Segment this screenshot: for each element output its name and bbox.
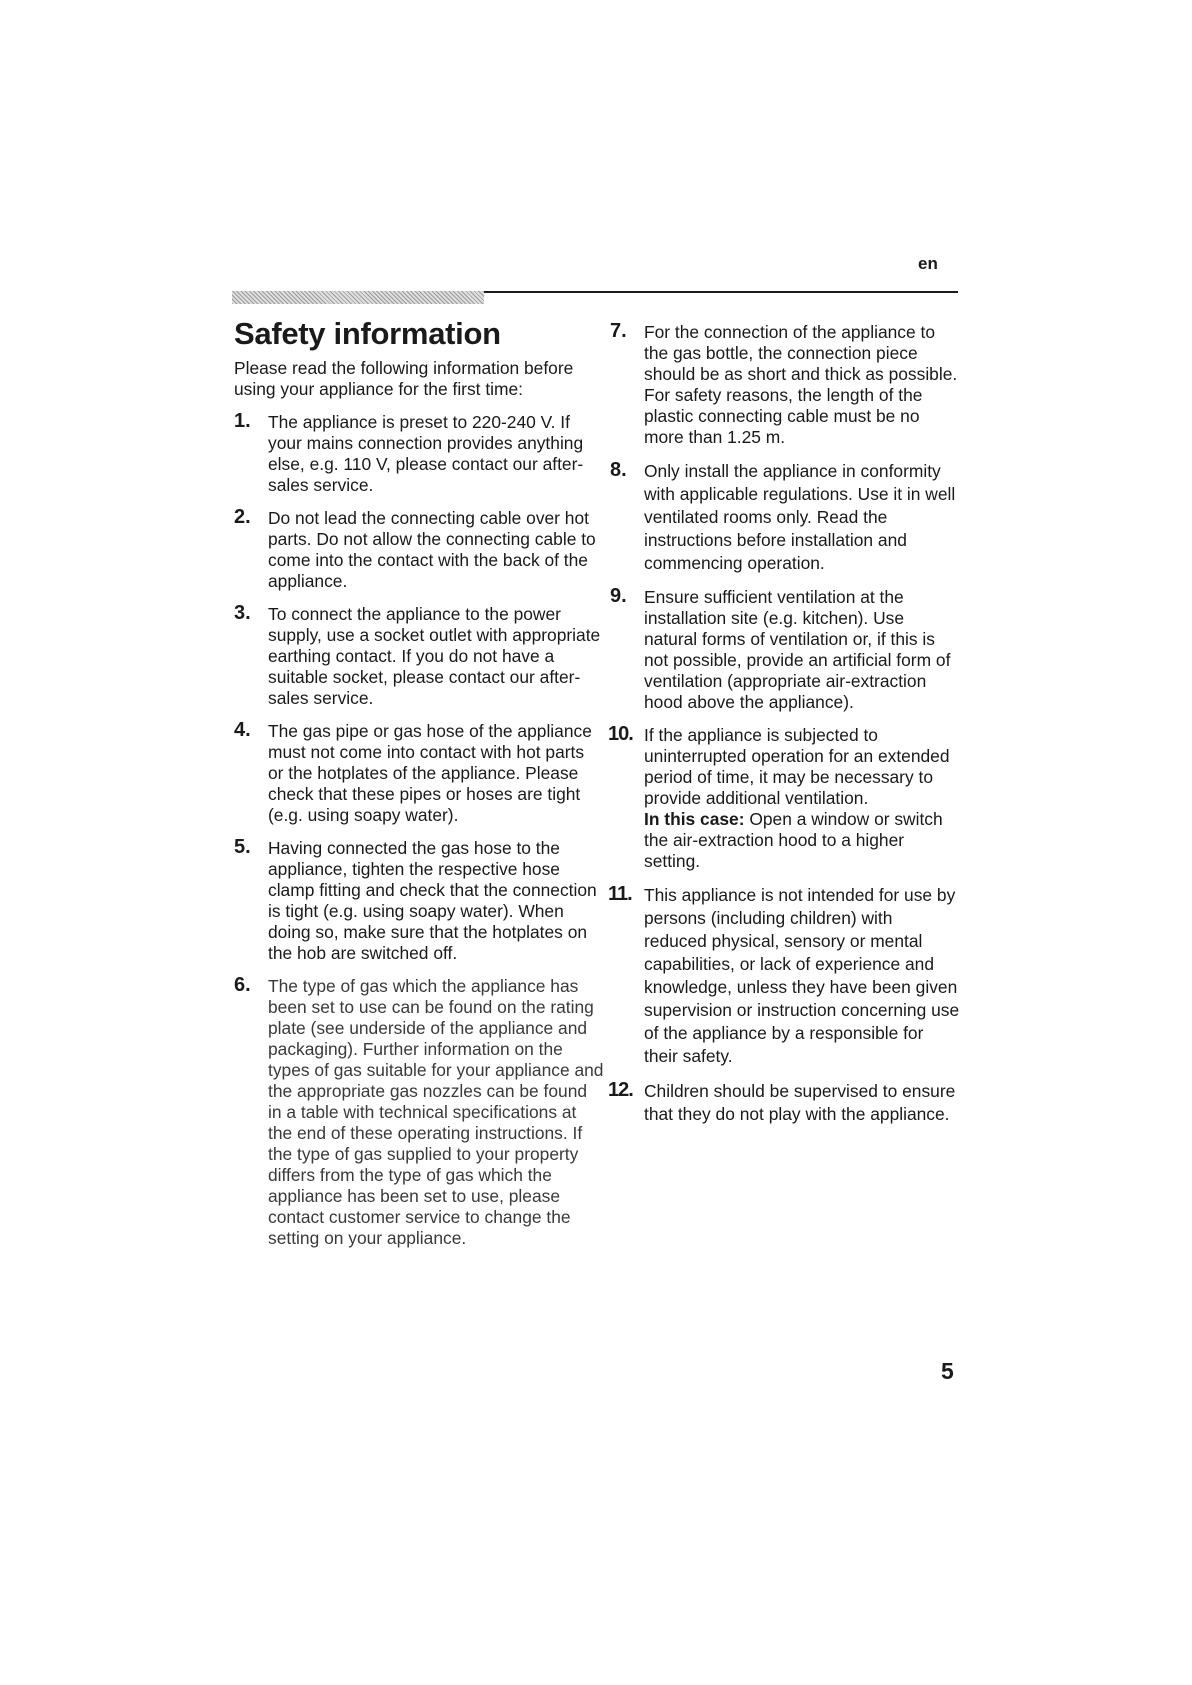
item-text: The appliance is preset to 220-240 V. If your mains connection provides anything else, e.g. 110 V, please contact our after-sales service.	[268, 412, 584, 495]
item-number: 3.	[234, 602, 251, 624]
item-number: 7.	[610, 320, 627, 342]
item-text	[644, 725, 960, 872]
item-number: 4.	[234, 719, 251, 741]
safety-item-3	[234, 604, 604, 709]
safety-item-10	[610, 725, 960, 872]
left-column	[234, 316, 604, 1261]
item-number: 11.	[608, 883, 632, 905]
safety-item-2	[234, 508, 604, 592]
safety-item-11	[610, 884, 960, 1068]
item-text: For the connection of the appliance to the gas bottle, the connection piece should be as short and thick as possible. For safety reasons, the length of the plastic connecting cable must be no more than 1.25 m.	[644, 322, 958, 447]
safety-item-9	[610, 587, 960, 713]
item-number: 8.	[610, 459, 627, 481]
item-text: Do not lead the connecting cable over hot parts. Do not allow the connecting cable to come into the contact with the back of the appliance.	[268, 508, 596, 591]
item-text: This appliance is not intended for use by persons (including children) with reduced physical, sensory or mental capabilities, or lack of experience and knowledge, unless they have been given supervision or instruction concerning use of the appliance by a responsible for their safety.	[644, 885, 960, 1066]
safety-item-8	[610, 460, 960, 575]
header-hatch-bar	[232, 291, 484, 304]
item-number: 5.	[234, 836, 251, 858]
safety-item-6	[234, 976, 604, 1249]
item-number: 12.	[608, 1079, 633, 1101]
item-text: The gas pipe or gas hose of the appliance must not come into contact with hot parts or the hotplates of the appliance. Please check that these pipes or hoses are tight (e.g. using soapy water).	[268, 721, 592, 825]
intro-text: Please read the following information before using your appliance for the first time:	[234, 358, 574, 399]
item-number: 9.	[610, 585, 627, 607]
item-number: 1.	[234, 410, 251, 432]
item-text: Children should be supervised to ensure that they do not play with the appliance.	[644, 1081, 956, 1124]
page-title: Safety information	[234, 316, 501, 351]
item-number: 10.	[608, 723, 633, 745]
item-text-after: Open a window or switch the air-extraction hood to a higher setting.	[644, 809, 943, 871]
safety-item-1	[234, 412, 604, 496]
language-code: en	[918, 254, 938, 273]
item-bold-label: In this case:	[644, 809, 745, 829]
item-text: To connect the appliance to the power supply, use a socket outlet with appropriate earthing contact. If you do not have a suitable socket, please contact our after-sales service.	[268, 604, 601, 708]
item-number: 6.	[234, 974, 251, 996]
item-text: Only install the appliance in conformity with applicable regulations. Use it in well ventilated rooms only. Read the instructions before installation and commencing operation.	[644, 461, 956, 573]
right-column	[610, 322, 960, 1138]
item-text: The type of gas which the appliance has been set to use can be found on the rating plate (see underside of the appliance and packaging). Further information on the types of gas suitable for your appliance and the appropriate gas nozzles can be found in a table with technical specifications at the end of these operating instructions. If the type of gas supplied to your property differs from the type of gas which the appliance has been set to use, please contact customer service to change the setting on your appliance.	[268, 976, 604, 1248]
item-number: 2.	[234, 506, 251, 528]
page-number: 5	[941, 1358, 954, 1384]
safety-item-4	[234, 721, 604, 826]
safety-item-5	[234, 838, 604, 964]
item-text: Having connected the gas hose to the appliance, tighten the respective hose clamp fitting and check that the connection is tight (e.g. using soapy water). When doing so, make sure that the hotplates on the hob are switched off.	[268, 838, 597, 963]
safety-item-12	[610, 1080, 960, 1126]
item-text-main: If the appliance is subjected to uninterrupted operation for an extended period of time, it may be necessary to provide additional ventilation.	[644, 725, 950, 808]
item-text: Ensure sufficient ventilation at the installation site (e.g. kitchen). Use natural forms of ventilation or, if this is not possible, provide an artificial form of ventilation (appropriate air-extraction hood above the appliance).	[644, 587, 951, 712]
safety-item-7	[610, 322, 960, 448]
